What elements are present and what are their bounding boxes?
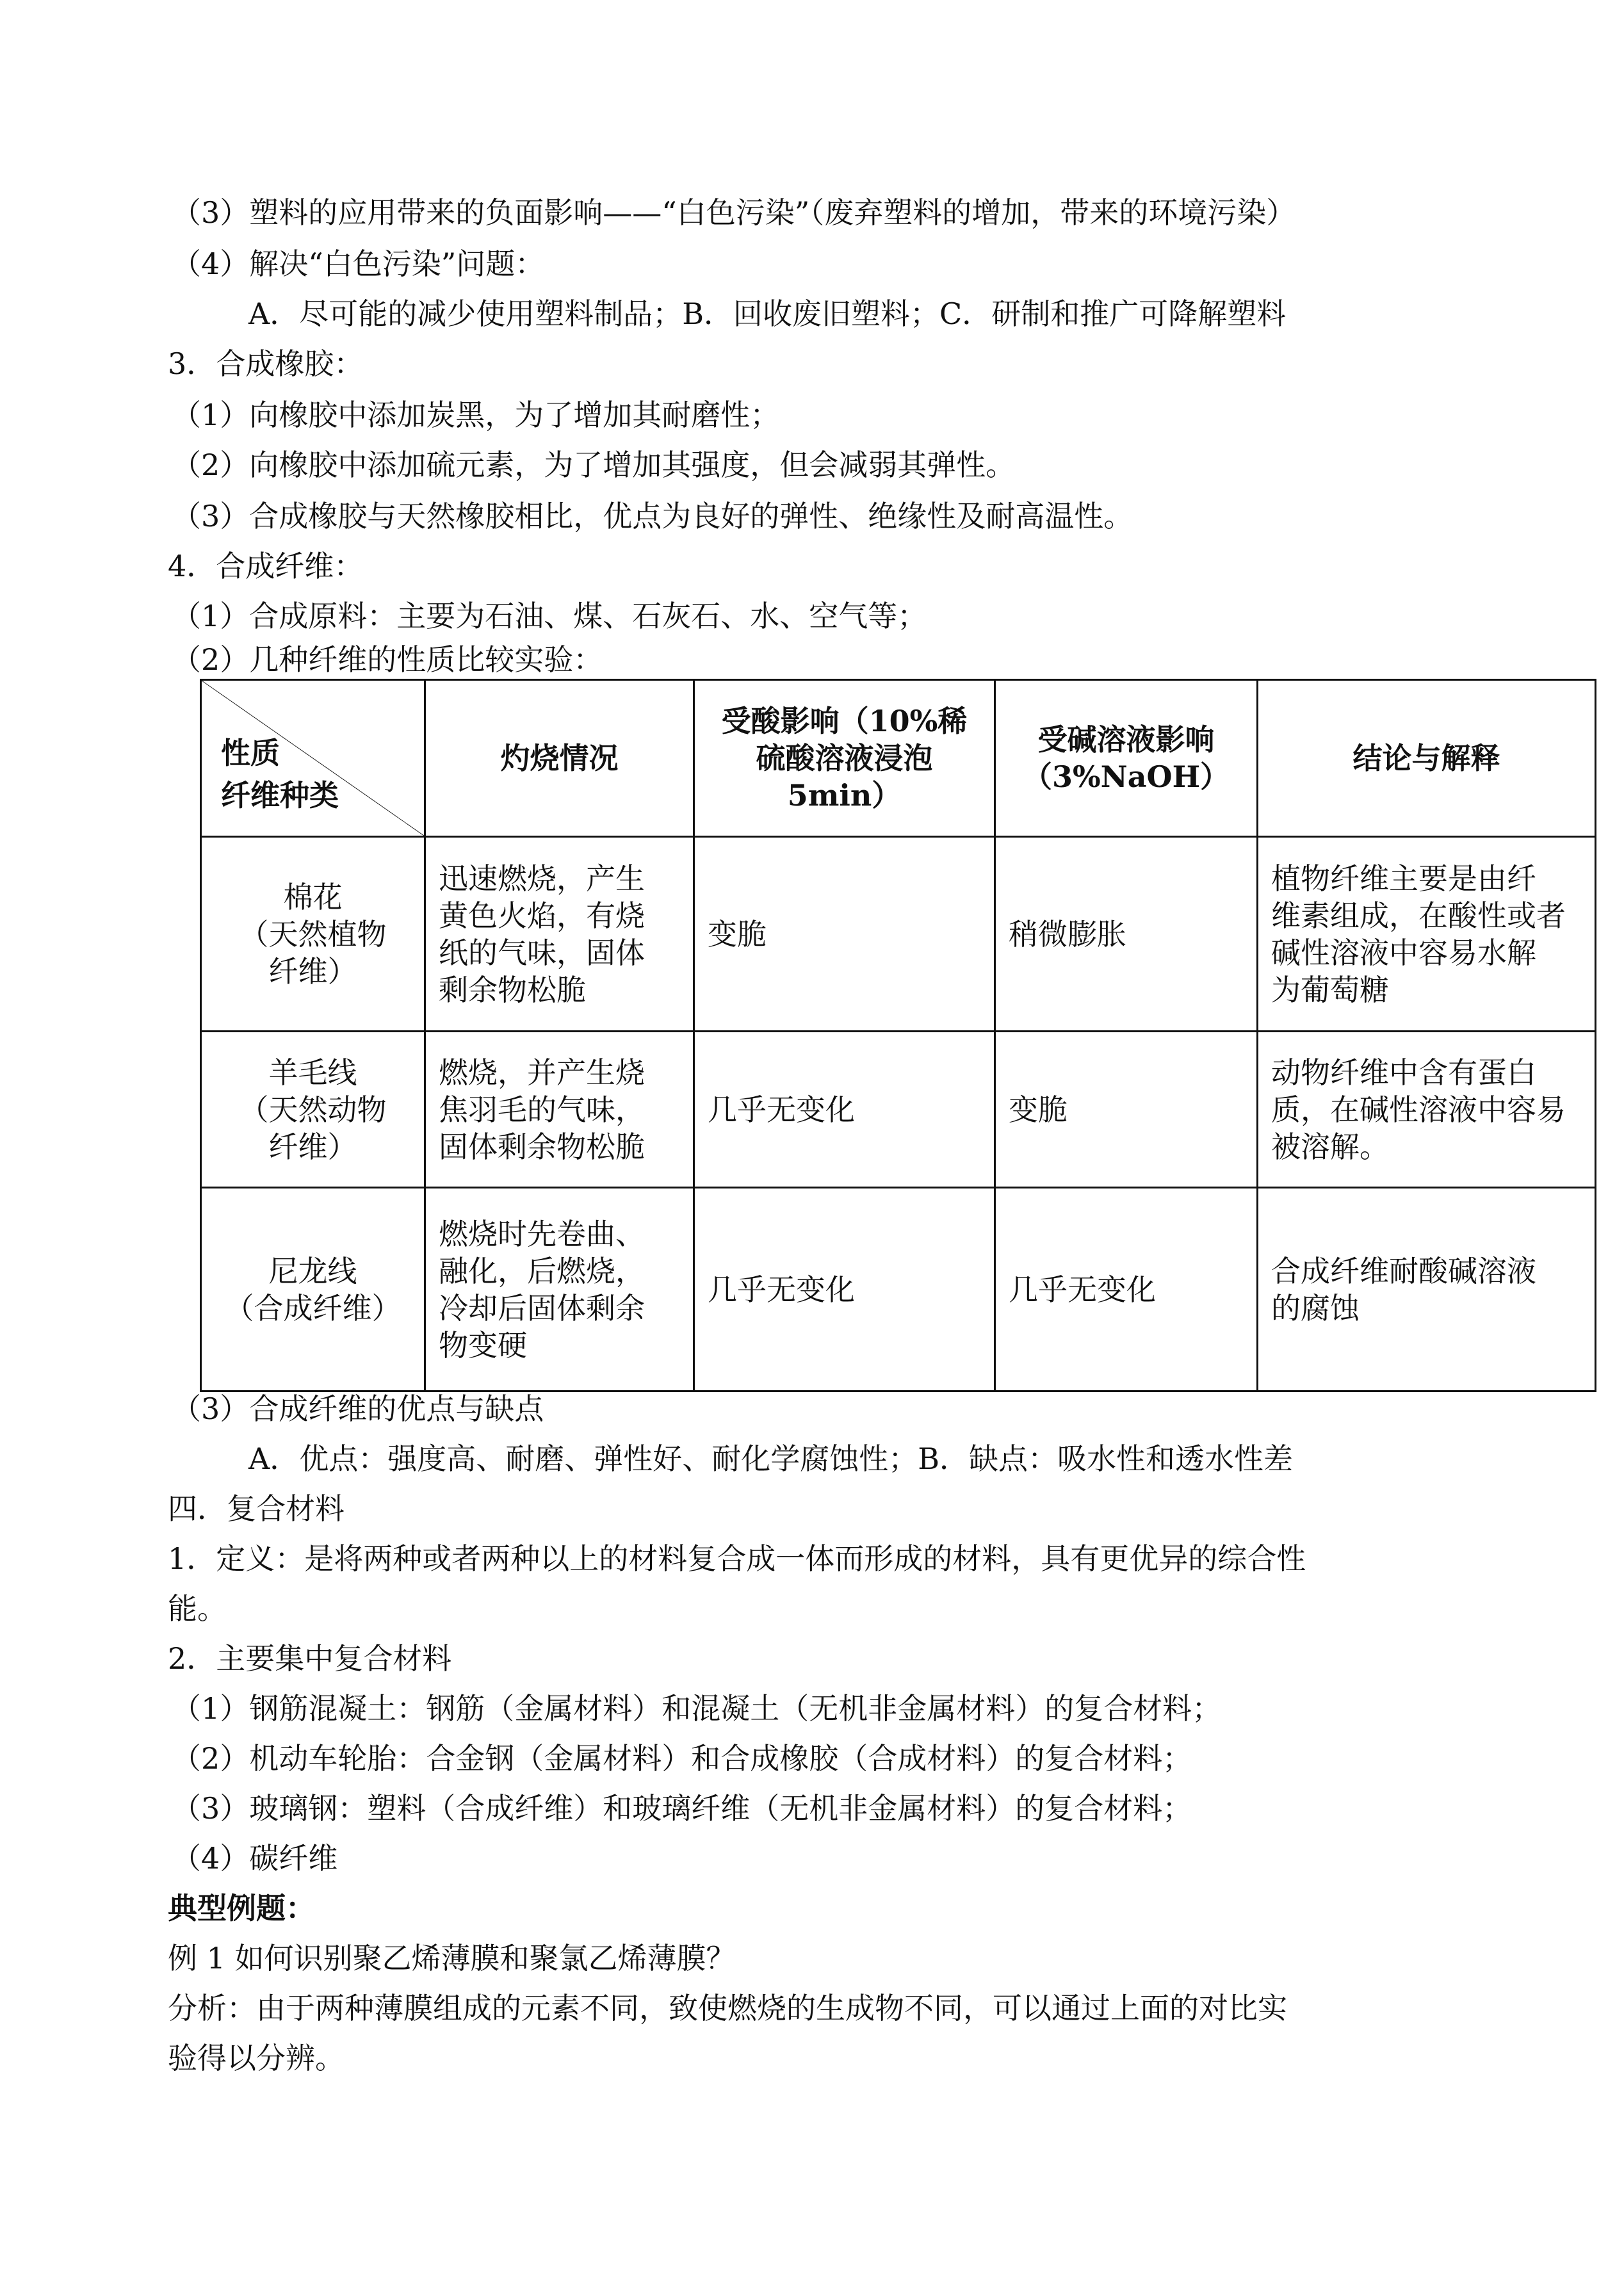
- text-line: （4）解决“白色污染”问题：: [172, 247, 545, 281]
- header-property-label: 性质: [221, 736, 280, 770]
- text-line: A．优点：强度高、耐磨、弹性好、耐化学腐蚀性；B．缺点：吸水性和透水性差: [248, 1441, 1294, 1476]
- cell-conclusion: 动物纤维中含有蛋白 质，在碱性溶液中容易 被溶解。: [1258, 1032, 1596, 1188]
- table-row: [201, 1188, 1596, 1391]
- text-line: A．尽可能的减少使用塑料制品；B．回收废旧塑料；C．研制和推广可降解塑料: [248, 296, 1287, 331]
- example-heading: 典型例题：: [168, 1891, 315, 1926]
- section-heading: 4．合成纤维：: [168, 549, 364, 583]
- cell-kind: 棉花 （天然植物 纤维）: [201, 837, 425, 1032]
- header-acid: 受酸影响（10%稀 硫酸溶液浸泡 5min）: [694, 680, 995, 837]
- table-row: [201, 1032, 1596, 1188]
- section-heading: 3．合成橡胶：: [168, 346, 364, 381]
- header-base: 受碱溶液影响 （3%NaOH）: [995, 680, 1258, 837]
- text-line: （2）几种纤维的性质比较实验：: [172, 642, 603, 677]
- cell-burn: 迅速燃烧，产生 黄色火焰，有烧 纸的气味，固体 剩余物松脆: [425, 837, 694, 1032]
- text-line: （3）合成橡胶与天然橡胶相比，优点为良好的弹性、绝缘性及耐高温性。: [172, 499, 1133, 533]
- text-line: 能。: [168, 1591, 227, 1626]
- text-line: （3）玻璃钢：塑料（合成纤维）和玻璃纤维（无机非金属材料）的复合材料；: [172, 1791, 1192, 1826]
- cell-base: 稍微膨胀: [995, 837, 1258, 1032]
- cell-base: 几乎无变化: [995, 1188, 1258, 1391]
- section-heading: 2．主要集中复合材料: [168, 1641, 452, 1676]
- example-analysis: 验得以分辨。: [168, 2041, 345, 2075]
- cell-kind: 尼龙线 （合成纤维）: [201, 1188, 425, 1391]
- cell-burn: 燃烧时先卷曲、 融化，后燃烧， 冷却后固体剩余 物变硬: [425, 1188, 694, 1391]
- text-line: 1．定义：是将两种或者两种以上的材料复合成一体而形成的材料，具有更优异的综合性: [168, 1541, 1306, 1576]
- cell-conclusion: 合成纤维耐酸碱溶液 的腐蚀: [1258, 1188, 1596, 1391]
- text-line: （1）钢筋混凝土：钢筋（金属材料）和混凝土（无机非金属材料）的复合材料；: [172, 1691, 1222, 1726]
- header-kind-label: 纤维种类: [221, 778, 339, 813]
- table-header-row: [201, 680, 1596, 837]
- example-question: 例 1 如何识别聚乙烯薄膜和聚氯乙烯薄膜？: [168, 1941, 736, 1975]
- text-line: （2）向橡胶中添加硫元素，为了增加其强度，但会减弱其弹性。: [172, 448, 1016, 482]
- text-line: （1）向橡胶中添加炭黑，为了增加其耐磨性；: [172, 398, 780, 432]
- table-row: [201, 837, 1596, 1032]
- section-heading: 四．复合材料: [168, 1491, 345, 1526]
- text-line: （2）机动车轮胎：合金钢（金属材料）和合成橡胶（合成材料）的复合材料；: [172, 1741, 1192, 1776]
- diagonal-header-cell: [201, 680, 425, 837]
- cell-kind: 羊毛线 （天然动物 纤维）: [201, 1032, 425, 1188]
- text-line: （1）合成原料：主要为石油、煤、石灰石、水、空气等；: [172, 599, 927, 633]
- text-line: （3）塑料的应用带来的负面影响——“白色污染”（废弃塑料的增加，带来的环境污染）: [172, 195, 1296, 230]
- cell-burn: 燃烧，并产生烧 焦羽毛的气味， 固体剩余物松脆: [425, 1032, 694, 1188]
- text-line: （3）合成纤维的优点与缺点: [172, 1391, 544, 1426]
- cell-acid: 几乎无变化: [694, 1188, 995, 1391]
- cell-acid: 几乎无变化: [694, 1032, 995, 1188]
- example-analysis: 分析：由于两种薄膜组成的元素不同，致使燃烧的生成物不同，可以通过上面的对比实: [168, 1991, 1287, 2025]
- header-conclusion: 结论与解释: [1258, 680, 1596, 837]
- text-line: （4）碳纤维: [172, 1841, 338, 1876]
- cell-base: 变脆: [995, 1032, 1258, 1188]
- cell-acid: 变脆: [694, 837, 995, 1032]
- fiber-comparison-table: [200, 679, 1596, 1392]
- header-burn: 灼烧情况: [425, 680, 694, 837]
- cell-conclusion: 植物纤维主要是由纤 维素组成，在酸性或者 碱性溶液中容易水解 为葡萄糖: [1258, 837, 1596, 1032]
